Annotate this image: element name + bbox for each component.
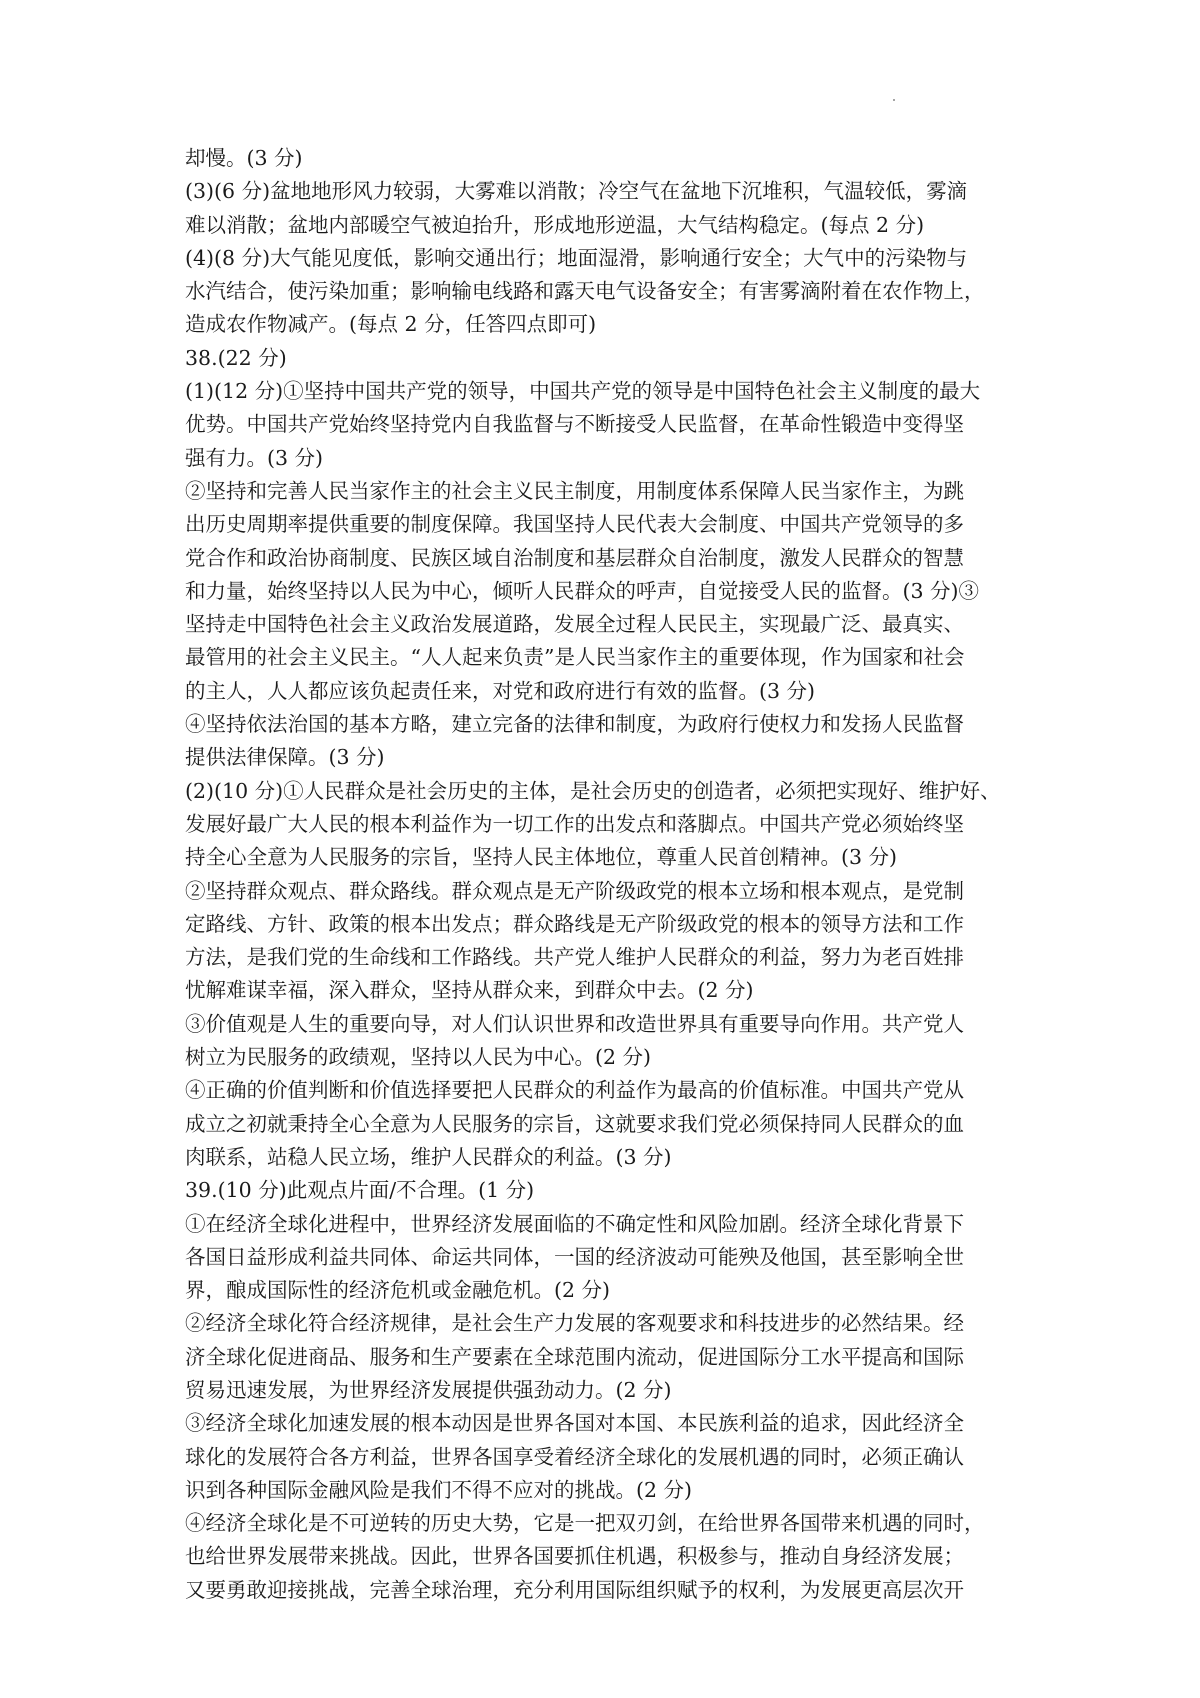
text-line: ④经济全球化是不可逆转的历史大势，它是一把双刃剑，在给世界各国带来机遇的同时， [185,1511,985,1536]
text-line: 持全心全意为人民服务的宗旨，坚持人民主体地位，尊重人民首创精神。(3 分) [185,845,898,870]
text-line: 的主人，人人都应该负起责任来，对党和政府进行有效的监督。(3 分) [185,678,816,703]
text-line: (3)(6 分)盆地地形风力较弱，大雾难以消散；冷空气在盆地下沉堆积，气温较低，雾滴 [185,179,968,204]
answer-paragraph [185,1208,1035,1308]
answer-text-body [185,142,1035,1607]
text-line: 38.(22 分) [185,345,287,370]
text-line: ②坚持群众观点、群众路线。群众观点是无产阶级政党的根本立场和根本观点，是党制 [185,878,964,903]
text-line: 成立之初就秉持全心全意为人民服务的宗旨，这就要求我们党必须保持同人民群众的血 [185,1111,964,1136]
text-line: 水汽结合，使污染加重；影响输电线路和露天电气设备安全；有害雾滴附着在农作物上， [185,279,985,304]
text-line: 39.(10 分)此观点片面/不合理。(1 分) [185,1178,535,1203]
answer-paragraph [185,342,1035,375]
answer-paragraph [185,242,1035,342]
text-line: 又要勇敢迎接挑战，完善全球治理，充分利用国际组织赋予的权利，为发展更高层次开 [185,1577,964,1602]
text-line: 忧解难谋幸福，深入群众，坚持从群众来，到群众中去。(2 分) [185,978,754,1003]
answer-paragraph [185,775,1035,875]
text-line: 难以消散；盆地内部暖空气被迫抬升，形成地形逆温，大气结构稳定。(每点 2 分) [185,212,925,237]
text-line: 识到各种国际金融风险是我们不得不应对的挑战。(2 分) [185,1477,693,1502]
text-line: 肉联系，站稳人民立场，维护人民群众的利益。(3 分) [185,1144,672,1169]
text-line: ③经济全球化加速发展的根本动因是世界各国对本国、本民族利益的追求，因此经济全 [185,1411,964,1436]
text-line: 发展好最广大人民的根本利益作为一切工作的出发点和落脚点。中国共产党必须始终坚 [185,811,964,836]
text-line: (1)(12 分)①坚持中国共产党的领导，中国共产党的领导是中国特色社会主义制度的最大 [185,379,981,404]
text-line: 贸易迅速发展，为世界经济发展提供强劲动力。(2 分) [185,1377,672,1402]
text-line: (2)(10 分)①人民群众是社会历史的主体，是社会历史的创造者，必须把实现好、维护好、 [185,778,1001,803]
text-line: 济全球化促进商品、服务和生产要素在全球范围内流动，促进国际分工水平提高和国际 [185,1344,964,1369]
answer-paragraph [185,142,1035,175]
text-line: 却慢。(3 分) [185,146,303,170]
answer-paragraph [185,1074,1035,1174]
text-line: ②坚持和完善人民当家作主的社会主义民主制度，用制度体系保障人民当家作主，为跳 [185,478,964,503]
text-line: (4)(8 分)大气能见度低，影响交通出行；地面湿滑，影响通行安全；大气中的污染物与 [185,245,968,270]
answer-paragraph [185,1174,1035,1207]
text-line: ④正确的价值判断和价值选择要把人民群众的利益作为最高的价值标准。中国共产党从 [185,1078,964,1103]
text-line: ②经济全球化符合经济规律，是社会生产力发展的客观要求和科技进步的必然结果。经 [185,1311,964,1336]
text-line: ④坚持依法治国的基本方略，建立完备的法律和制度，为政府行使权力和发扬人民监督 [185,712,964,737]
text-line: 出历史周期率提供重要的制度保障。我国坚持人民代表大会制度、中国共产党领导的多 [185,512,964,537]
text-line: ③价值观是人生的重要向导，对人们认识世界和改造世界具有重要导向作用。共产党人 [185,1011,964,1036]
text-line: 界，酿成国际性的经济危机或金融危机。(2 分) [185,1278,611,1303]
answer-paragraph [185,1507,1035,1607]
text-line: 也给世界发展带来挑战。因此，世界各国要抓住机遇，积极参与，推动自身经济发展； [185,1544,964,1569]
text-line: 造成农作物减产。(每点 2 分，任答四点即可) [185,312,597,337]
text-line: 坚持走中国特色社会主义政治发展道路，发展全过程人民民主，实现最广泛、最真实、 [185,612,964,637]
answer-paragraph [185,1307,1035,1407]
text-line: 各国日益形成利益共同体、命运共同体，一国的经济波动可能殃及他国，甚至影响全世 [185,1244,964,1269]
text-line: 强有力。(3 分) [185,445,324,470]
text-line: 和力量，始终坚持以人民为中心，倾听人民群众的呼声，自觉接受人民的监督。(3 分)③ [185,578,980,603]
answer-paragraph [185,475,1035,708]
text-line: ①在经济全球化进程中，世界经济发展面临的不确定性和风险加剧。经济全球化背景下 [185,1211,964,1236]
text-line: 方法，是我们党的生命线和工作路线。共产党人维护人民群众的利益，努力为老百姓排 [185,945,964,970]
text-line: 优势。中国共产党始终坚持党内自我监督与不断接受人民监督，在革命性锻造中变得坚 [185,412,964,437]
answer-paragraph [185,1008,1035,1075]
text-line: 树立为民服务的政绩观，坚持以人民为中心。(2 分) [185,1045,652,1070]
text-line: 定路线、方针、政策的根本出发点；群众路线是无产阶级政党的根本的领导方法和工作 [185,911,964,936]
text-line: 最管用的社会主义民主。“人人起来负责”是人民当家作主的重要体现，作为国家和社会 [185,645,965,670]
answer-paragraph [185,708,1035,775]
scan-speck [893,99,895,101]
answer-paragraph [185,375,1035,475]
text-line: 党合作和政治协商制度、民族区域自治制度和基层群众自治制度，激发人民群众的智慧 [185,545,964,570]
answer-paragraph [185,1407,1035,1507]
answer-paragraph [185,875,1035,1008]
text-line: 提供法律保障。(3 分) [185,745,385,770]
answer-paragraph [185,175,1035,242]
text-line: 球化的发展符合各方利益，世界各国享受着经济全球化的发展机遇的同时，必须正确认 [185,1444,964,1469]
